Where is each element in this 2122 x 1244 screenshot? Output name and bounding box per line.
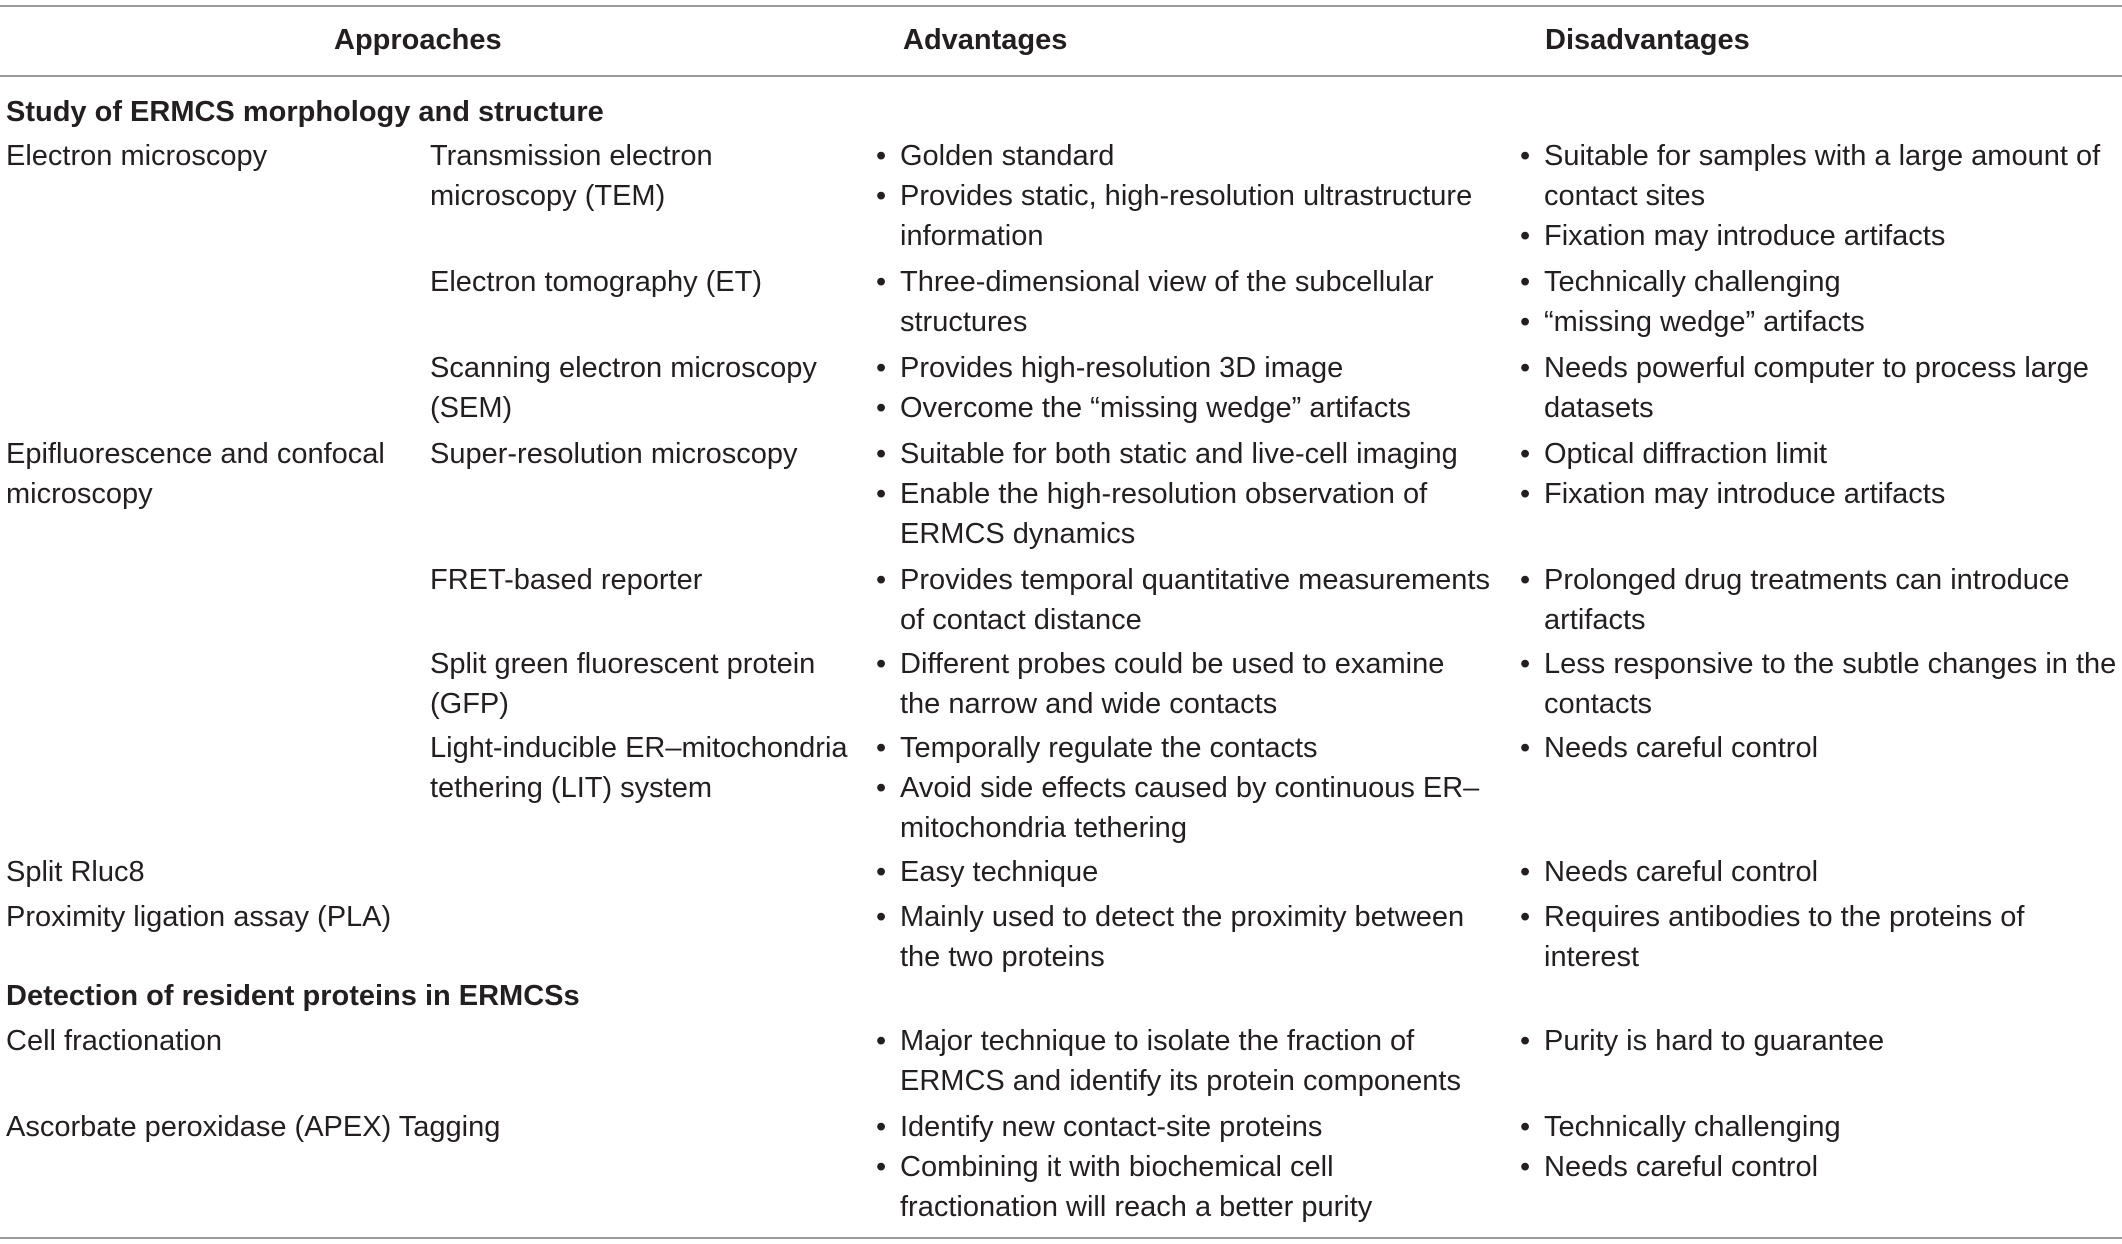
advantages-cell [876, 560, 1492, 640]
section-title-morphology: Study of ERMCS morphology and structure [6, 96, 604, 128]
bullet-icon: • [1520, 648, 1531, 680]
advantages-cell [876, 897, 1492, 977]
bullet-icon: • [1520, 266, 1531, 298]
disadvantages-cell [1520, 728, 2120, 768]
approach-cell: Proximity ligation assay (PLA) [6, 901, 392, 933]
bullet-icon: • [876, 352, 887, 384]
advantage-text: Overcome the “missing wedge” artifacts [900, 392, 1411, 424]
list-item [1520, 1021, 2120, 1061]
list-item [1520, 302, 2120, 342]
list-item [1520, 644, 2120, 724]
disadvantage-text: Suitable for samples with a large amount of contact sites [1544, 140, 2101, 212]
bullet-icon: • [1520, 732, 1531, 764]
list-item [876, 852, 1492, 892]
disadvantages-cell [1520, 1021, 2120, 1061]
disadvantage-text: Needs careful control [1544, 732, 1819, 764]
disadvantage-text: Optical diffraction limit [1544, 438, 1828, 470]
bullet-icon: • [876, 772, 887, 804]
bullet-icon: • [876, 478, 887, 510]
list-item [1520, 1147, 2120, 1187]
disadvantages-cell [1520, 897, 2120, 977]
advantages-cell [876, 644, 1492, 724]
disadvantage-text: Technically challenging [1544, 1111, 1841, 1143]
bullet-icon: • [876, 392, 887, 424]
list-item [1520, 728, 2120, 768]
disadvantages-cell [1520, 262, 2120, 342]
list-item [876, 897, 1492, 977]
header-approaches: Approaches [334, 24, 502, 56]
advantage-text: Combining it with biochemical cell fractionation will reach a better purity [900, 1151, 1373, 1223]
advantages-cell [876, 1107, 1492, 1227]
disadvantage-text: Prolonged drug treatments can introduce artifacts [1544, 564, 2070, 636]
advantage-text: Suitable for both static and live-cell imaging [900, 438, 1458, 470]
list-item [1520, 434, 2120, 474]
advantage-text: Provides high-resolution 3D image [900, 352, 1344, 384]
list-item [876, 1107, 1492, 1147]
advantages-cell [876, 262, 1492, 342]
bullet-icon: • [1520, 140, 1531, 172]
method-cell: FRET-based reporter [430, 564, 703, 596]
bullet-icon: • [1520, 901, 1531, 933]
approach-cell: Ascorbate peroxidase (APEX) Tagging [6, 1111, 501, 1143]
table-bottom-rule [0, 1237, 2122, 1239]
header-advantages: Advantages [903, 24, 1068, 56]
bullet-icon: • [876, 180, 887, 212]
advantage-text: Different probes could be used to examine the narrow and wide contacts [900, 648, 1445, 720]
list-item [1520, 852, 2120, 892]
disadvantages-cell [1520, 560, 2120, 640]
advantage-text: Avoid side effects caused by continuous ER–mitochondria tethering [900, 772, 1480, 844]
bullet-icon: • [876, 1151, 887, 1183]
disadvantages-cell [1520, 644, 2120, 724]
disadvantages-cell [1520, 348, 2120, 428]
advantage-text: Mainly used to detect the proximity between the two proteins [900, 901, 1465, 973]
bullet-icon: • [876, 1111, 887, 1143]
list-item [876, 1147, 1492, 1227]
method-cell: Electron tomography (ET) [430, 266, 763, 298]
disadvantages-cell [1520, 852, 2120, 892]
advantage-text: Easy technique [900, 856, 1099, 888]
list-item [876, 560, 1492, 640]
list-item [1520, 474, 2120, 514]
advantages-cell [876, 1021, 1492, 1101]
list-item [876, 474, 1492, 554]
bullet-icon: • [1520, 306, 1531, 338]
approach-cell: Cell fractionation [6, 1025, 222, 1057]
table-top-rule [0, 5, 2122, 7]
bullet-icon: • [876, 856, 887, 888]
advantage-text: Three-dimensional view of the subcellular structures [900, 266, 1434, 338]
bullet-icon: • [876, 140, 887, 172]
list-item [1520, 136, 2120, 216]
disadvantage-text: Less responsive to the subtle changes in the contacts [1544, 648, 2117, 720]
header-rule [0, 75, 2122, 77]
disadvantage-text: Technically challenging [1544, 266, 1841, 298]
advantages-cell [876, 348, 1492, 428]
list-item [1520, 560, 2120, 640]
bullet-icon: • [876, 901, 887, 933]
advantage-text: Major technique to isolate the fraction of ERMCS and identify its protein components [900, 1025, 1461, 1097]
advantage-text: Enable the high-resolution observation of ERMCS dynamics [900, 478, 1428, 550]
approach-cell: Split Rluc8 [6, 856, 145, 888]
bullet-icon: • [1520, 438, 1531, 470]
advantage-text: Golden standard [900, 140, 1115, 172]
bullet-icon: • [876, 1025, 887, 1057]
list-item [876, 1021, 1492, 1101]
list-item [876, 434, 1492, 474]
section-title-resident-proteins: Detection of resident proteins in ERMCSs [6, 980, 580, 1012]
bullet-icon: • [876, 648, 887, 680]
disadvantage-text: Requires antibodies to the proteins of interest [1544, 901, 2025, 973]
advantage-text: Temporally regulate the contacts [900, 732, 1318, 764]
bullet-icon: • [876, 266, 887, 298]
list-item [876, 262, 1492, 342]
list-item [876, 388, 1492, 428]
bullet-icon: • [876, 564, 887, 596]
method-cell: Transmission electron microscopy (TEM) [430, 140, 713, 212]
advantage-text: Provides static, high-resolution ultrastructure information [900, 180, 1473, 252]
disadvantage-text: “missing wedge” artifacts [1544, 306, 1865, 338]
disadvantage-text: Needs powerful computer to process large datasets [1544, 352, 2089, 424]
method-cell: Split green fluorescent protein (GFP) [430, 648, 816, 720]
advantage-text: Identify new contact-site proteins [900, 1111, 1323, 1143]
disadvantage-text: Needs careful control [1544, 1151, 1819, 1183]
disadvantages-cell [1520, 1107, 2120, 1187]
bullet-icon: • [876, 438, 887, 470]
bullet-icon: • [1520, 564, 1531, 596]
list-item [876, 136, 1492, 176]
disadvantage-text: Needs careful control [1544, 856, 1819, 888]
method-cell: Super-resolution microscopy [430, 438, 798, 470]
bullet-icon: • [876, 732, 887, 764]
list-item [876, 348, 1492, 388]
advantages-cell [876, 434, 1492, 554]
list-item [1520, 262, 2120, 302]
header-disadvantages: Disadvantages [1545, 24, 1750, 56]
bullet-icon: • [1520, 856, 1531, 888]
list-item [876, 644, 1492, 724]
method-cell: Scanning electron microscopy (SEM) [430, 352, 817, 424]
advantages-cell [876, 852, 1492, 892]
approach-cell: Electron microscopy [6, 140, 268, 172]
disadvantage-text: Fixation may introduce artifacts [1544, 478, 1946, 510]
list-item [1520, 897, 2120, 977]
approach-cell: Epifluorescence and confocal microscopy [6, 438, 385, 510]
list-item [1520, 348, 2120, 428]
list-item [876, 728, 1492, 768]
bullet-icon: • [1520, 1025, 1531, 1057]
bullet-icon: • [1520, 220, 1531, 252]
method-cell: Light-inducible ER–mitochondria tethering (LIT) system [430, 732, 848, 804]
disadvantages-cell [1520, 136, 2120, 256]
list-item [1520, 1107, 2120, 1147]
disadvantage-text: Fixation may introduce artifacts [1544, 220, 1946, 252]
advantages-cell [876, 136, 1492, 256]
list-item [876, 768, 1492, 848]
bullet-icon: • [1520, 1111, 1531, 1143]
bullet-icon: • [1520, 352, 1531, 384]
disadvantage-text: Purity is hard to guarantee [1544, 1025, 1885, 1057]
advantages-cell [876, 728, 1492, 848]
disadvantages-cell [1520, 434, 2120, 514]
advantage-text: Provides temporal quantitative measurements of contact distance [900, 564, 1490, 636]
list-item [1520, 216, 2120, 256]
bullet-icon: • [1520, 478, 1531, 510]
list-item [876, 176, 1492, 256]
bullet-icon: • [1520, 1151, 1531, 1183]
